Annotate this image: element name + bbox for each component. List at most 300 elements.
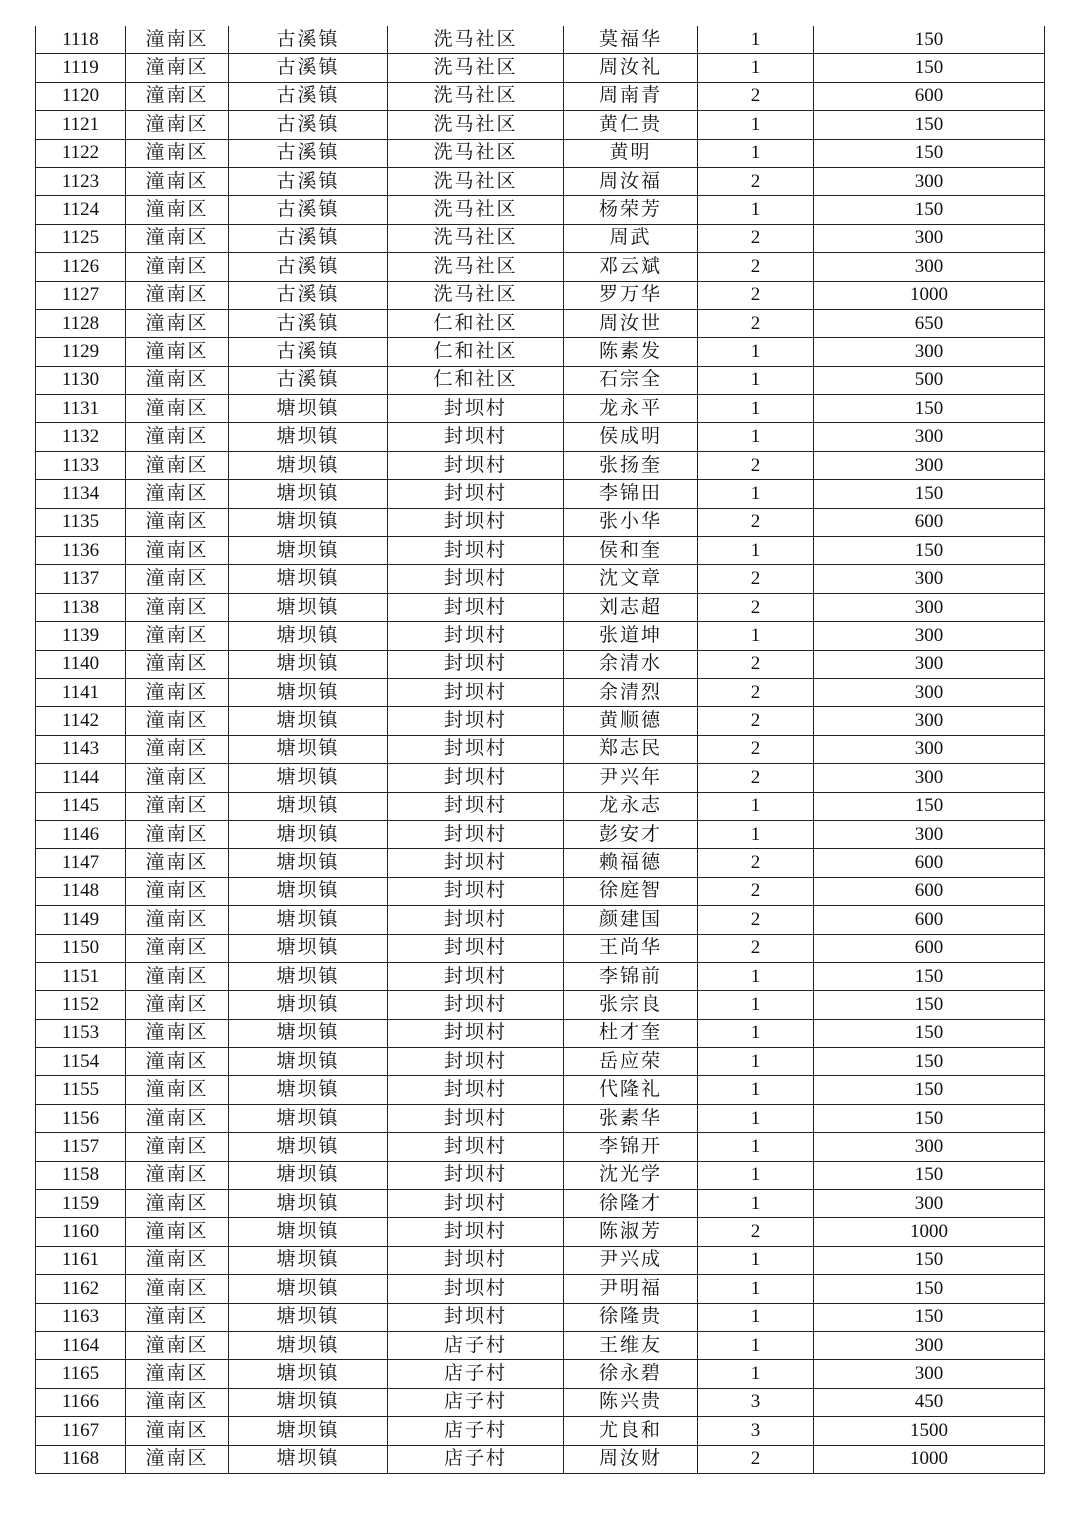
name-cell: 龙永志: [564, 792, 698, 820]
table-row: [36, 395, 1045, 423]
count-cell: 1: [698, 1019, 814, 1047]
village-cell: 封坝村: [388, 593, 564, 621]
amount-cell: 450: [814, 1388, 1045, 1416]
table-row: [36, 1133, 1045, 1161]
count-cell: 1: [698, 820, 814, 848]
village-cell: 洗马社区: [388, 196, 564, 224]
village-cell: 封坝村: [388, 395, 564, 423]
amount-cell: 300: [814, 593, 1045, 621]
table-row: [36, 1019, 1045, 1047]
name-cell: 侯成明: [564, 423, 698, 451]
name-cell: 张素华: [564, 1104, 698, 1132]
district-cell: 潼南区: [126, 1445, 229, 1473]
name-cell: 周武: [564, 224, 698, 252]
district-cell: 潼南区: [126, 934, 229, 962]
table-row: [36, 792, 1045, 820]
town-cell: 古溪镇: [229, 139, 388, 167]
table-row: [36, 1388, 1045, 1416]
village-cell: 店子村: [388, 1445, 564, 1473]
count-cell: 1: [698, 962, 814, 990]
district-cell: 潼南区: [126, 1417, 229, 1445]
name-cell: 黄顺德: [564, 707, 698, 735]
town-cell: 古溪镇: [229, 309, 388, 337]
village-cell: 仁和社区: [388, 309, 564, 337]
village-cell: 封坝村: [388, 537, 564, 565]
district-cell: 潼南区: [126, 1133, 229, 1161]
district-cell: 潼南区: [126, 1048, 229, 1076]
village-cell: 封坝村: [388, 849, 564, 877]
roster-table: [35, 26, 1045, 1474]
table-row: [36, 139, 1045, 167]
name-cell: 杨荣芳: [564, 196, 698, 224]
amount-cell: 1500: [814, 1417, 1045, 1445]
town-cell: 塘坝镇: [229, 622, 388, 650]
count-cell: 1: [698, 1360, 814, 1388]
table-row: [36, 622, 1045, 650]
town-cell: 塘坝镇: [229, 423, 388, 451]
village-cell: 封坝村: [388, 451, 564, 479]
village-cell: 封坝村: [388, 1076, 564, 1104]
name-cell: 彭安才: [564, 820, 698, 848]
amount-cell: 300: [814, 1190, 1045, 1218]
count-cell: 2: [698, 309, 814, 337]
name-cell: 赖福德: [564, 849, 698, 877]
name-cell: 王维友: [564, 1331, 698, 1359]
village-cell: 洗马社区: [388, 139, 564, 167]
count-cell: 2: [698, 934, 814, 962]
row-number-cell: 1145: [36, 792, 126, 820]
count-cell: 2: [698, 678, 814, 706]
amount-cell: 300: [814, 650, 1045, 678]
count-cell: 1: [698, 1190, 814, 1218]
name-cell: 陈素发: [564, 338, 698, 366]
row-number-cell: 1124: [36, 196, 126, 224]
count-cell: 2: [698, 906, 814, 934]
village-cell: 仁和社区: [388, 366, 564, 394]
name-cell: 张宗良: [564, 991, 698, 1019]
name-cell: 张道坤: [564, 622, 698, 650]
town-cell: 塘坝镇: [229, 792, 388, 820]
town-cell: 塘坝镇: [229, 1019, 388, 1047]
name-cell: 徐隆才: [564, 1190, 698, 1218]
row-number-cell: 1125: [36, 224, 126, 252]
district-cell: 潼南区: [126, 167, 229, 195]
row-number-cell: 1131: [36, 395, 126, 423]
name-cell: 徐隆贵: [564, 1303, 698, 1331]
row-number-cell: 1139: [36, 622, 126, 650]
count-cell: 3: [698, 1388, 814, 1416]
count-cell: 2: [698, 1445, 814, 1473]
count-cell: 2: [698, 508, 814, 536]
town-cell: 塘坝镇: [229, 593, 388, 621]
district-cell: 潼南区: [126, 309, 229, 337]
district-cell: 潼南区: [126, 139, 229, 167]
town-cell: 塘坝镇: [229, 1161, 388, 1189]
row-number-cell: 1128: [36, 309, 126, 337]
count-cell: 2: [698, 565, 814, 593]
count-cell: 1: [698, 196, 814, 224]
amount-cell: 600: [814, 906, 1045, 934]
name-cell: 莫福华: [564, 26, 698, 54]
village-cell: 洗马社区: [388, 111, 564, 139]
town-cell: 塘坝镇: [229, 1076, 388, 1104]
town-cell: 塘坝镇: [229, 508, 388, 536]
name-cell: 周汝世: [564, 309, 698, 337]
town-cell: 塘坝镇: [229, 1360, 388, 1388]
table-row: [36, 962, 1045, 990]
village-cell: 封坝村: [388, 1133, 564, 1161]
district-cell: 潼南区: [126, 537, 229, 565]
table-row: [36, 1048, 1045, 1076]
village-cell: 封坝村: [388, 906, 564, 934]
table-row: [36, 1218, 1045, 1246]
district-cell: 潼南区: [126, 991, 229, 1019]
village-cell: 封坝村: [388, 820, 564, 848]
table-row: [36, 224, 1045, 252]
table-row: [36, 1076, 1045, 1104]
village-cell: 洗马社区: [388, 253, 564, 281]
row-number-cell: 1146: [36, 820, 126, 848]
village-cell: 封坝村: [388, 1303, 564, 1331]
amount-cell: 300: [814, 678, 1045, 706]
village-cell: 封坝村: [388, 735, 564, 763]
village-cell: 封坝村: [388, 1246, 564, 1274]
town-cell: 古溪镇: [229, 253, 388, 281]
name-cell: 张扬奎: [564, 451, 698, 479]
count-cell: 2: [698, 1218, 814, 1246]
count-cell: 1: [698, 480, 814, 508]
district-cell: 潼南区: [126, 792, 229, 820]
count-cell: 1: [698, 622, 814, 650]
name-cell: 颜建国: [564, 906, 698, 934]
table-row: [36, 1360, 1045, 1388]
row-number-cell: 1118: [36, 26, 126, 54]
town-cell: 古溪镇: [229, 82, 388, 110]
name-cell: 余清水: [564, 650, 698, 678]
name-cell: 周南青: [564, 82, 698, 110]
count-cell: 1: [698, 395, 814, 423]
amount-cell: 300: [814, 565, 1045, 593]
table-row: [36, 537, 1045, 565]
row-number-cell: 1149: [36, 906, 126, 934]
table-row: [36, 1445, 1045, 1473]
count-cell: 1: [698, 111, 814, 139]
name-cell: 陈淑芳: [564, 1218, 698, 1246]
town-cell: 塘坝镇: [229, 877, 388, 905]
row-number-cell: 1126: [36, 253, 126, 281]
row-number-cell: 1144: [36, 764, 126, 792]
town-cell: 塘坝镇: [229, 906, 388, 934]
town-cell: 古溪镇: [229, 224, 388, 252]
amount-cell: 300: [814, 1133, 1045, 1161]
district-cell: 潼南区: [126, 962, 229, 990]
count-cell: 1: [698, 1048, 814, 1076]
district-cell: 潼南区: [126, 224, 229, 252]
district-cell: 潼南区: [126, 849, 229, 877]
amount-cell: 600: [814, 508, 1045, 536]
count-cell: 1: [698, 1104, 814, 1132]
count-cell: 2: [698, 451, 814, 479]
amount-cell: 150: [814, 1048, 1045, 1076]
district-cell: 潼南区: [126, 764, 229, 792]
name-cell: 尹兴年: [564, 764, 698, 792]
district-cell: 潼南区: [126, 253, 229, 281]
district-cell: 潼南区: [126, 1331, 229, 1359]
table-row: [36, 877, 1045, 905]
count-cell: 2: [698, 707, 814, 735]
table-row: [36, 338, 1045, 366]
town-cell: 塘坝镇: [229, 707, 388, 735]
row-number-cell: 1119: [36, 54, 126, 82]
count-cell: 1: [698, 54, 814, 82]
town-cell: 塘坝镇: [229, 1218, 388, 1246]
row-number-cell: 1150: [36, 934, 126, 962]
town-cell: 塘坝镇: [229, 1275, 388, 1303]
village-cell: 封坝村: [388, 877, 564, 905]
district-cell: 潼南区: [126, 82, 229, 110]
town-cell: 塘坝镇: [229, 1303, 388, 1331]
town-cell: 塘坝镇: [229, 1331, 388, 1359]
village-cell: 封坝村: [388, 678, 564, 706]
district-cell: 潼南区: [126, 906, 229, 934]
count-cell: 1: [698, 1331, 814, 1359]
name-cell: 李锦田: [564, 480, 698, 508]
village-cell: 洗马社区: [388, 26, 564, 54]
amount-cell: 300: [814, 764, 1045, 792]
count-cell: 1: [698, 26, 814, 54]
town-cell: 古溪镇: [229, 26, 388, 54]
count-cell: 1: [698, 1076, 814, 1104]
table-row: [36, 1331, 1045, 1359]
amount-cell: 600: [814, 877, 1045, 905]
village-cell: 洗马社区: [388, 167, 564, 195]
town-cell: 塘坝镇: [229, 1388, 388, 1416]
row-number-cell: 1135: [36, 508, 126, 536]
village-cell: 仁和社区: [388, 338, 564, 366]
table-row: [36, 1190, 1045, 1218]
amount-cell: 150: [814, 54, 1045, 82]
row-number-cell: 1121: [36, 111, 126, 139]
amount-cell: 600: [814, 849, 1045, 877]
village-cell: 洗马社区: [388, 54, 564, 82]
row-number-cell: 1133: [36, 451, 126, 479]
town-cell: 塘坝镇: [229, 1048, 388, 1076]
row-number-cell: 1163: [36, 1303, 126, 1331]
town-cell: 古溪镇: [229, 196, 388, 224]
amount-cell: 300: [814, 224, 1045, 252]
town-cell: 塘坝镇: [229, 480, 388, 508]
count-cell: 1: [698, 1275, 814, 1303]
row-number-cell: 1147: [36, 849, 126, 877]
village-cell: 店子村: [388, 1360, 564, 1388]
row-number-cell: 1122: [36, 139, 126, 167]
district-cell: 潼南区: [126, 877, 229, 905]
village-cell: 封坝村: [388, 962, 564, 990]
table-row: [36, 1104, 1045, 1132]
district-cell: 潼南区: [126, 451, 229, 479]
town-cell: 塘坝镇: [229, 1190, 388, 1218]
amount-cell: 1000: [814, 281, 1045, 309]
district-cell: 潼南区: [126, 196, 229, 224]
amount-cell: 300: [814, 167, 1045, 195]
village-cell: 封坝村: [388, 934, 564, 962]
name-cell: 王尚华: [564, 934, 698, 962]
district-cell: 潼南区: [126, 338, 229, 366]
row-number-cell: 1129: [36, 338, 126, 366]
village-cell: 封坝村: [388, 707, 564, 735]
row-number-cell: 1120: [36, 82, 126, 110]
table-row: [36, 849, 1045, 877]
town-cell: 塘坝镇: [229, 735, 388, 763]
town-cell: 古溪镇: [229, 111, 388, 139]
amount-cell: 600: [814, 934, 1045, 962]
name-cell: 郑志民: [564, 735, 698, 763]
count-cell: 1: [698, 1161, 814, 1189]
row-number-cell: 1161: [36, 1246, 126, 1274]
village-cell: 封坝村: [388, 1218, 564, 1246]
district-cell: 潼南区: [126, 26, 229, 54]
amount-cell: 150: [814, 1161, 1045, 1189]
table-row: [36, 906, 1045, 934]
name-cell: 尹兴成: [564, 1246, 698, 1274]
amount-cell: 150: [814, 792, 1045, 820]
town-cell: 塘坝镇: [229, 991, 388, 1019]
village-cell: 洗马社区: [388, 281, 564, 309]
count-cell: 1: [698, 1246, 814, 1274]
count-cell: 2: [698, 253, 814, 281]
count-cell: 1: [698, 366, 814, 394]
town-cell: 塘坝镇: [229, 565, 388, 593]
table-row: [36, 111, 1045, 139]
amount-cell: 300: [814, 451, 1045, 479]
village-cell: 洗马社区: [388, 82, 564, 110]
table-row: [36, 678, 1045, 706]
town-cell: 古溪镇: [229, 338, 388, 366]
town-cell: 塘坝镇: [229, 820, 388, 848]
amount-cell: 300: [814, 423, 1045, 451]
table-row: [36, 82, 1045, 110]
district-cell: 潼南区: [126, 707, 229, 735]
district-cell: 潼南区: [126, 1019, 229, 1047]
row-number-cell: 1158: [36, 1161, 126, 1189]
table-row: [36, 593, 1045, 621]
count-cell: 2: [698, 281, 814, 309]
village-cell: 店子村: [388, 1331, 564, 1359]
district-cell: 潼南区: [126, 54, 229, 82]
amount-cell: 300: [814, 1331, 1045, 1359]
name-cell: 周汝财: [564, 1445, 698, 1473]
table-row: [36, 508, 1045, 536]
district-cell: 潼南区: [126, 1076, 229, 1104]
district-cell: 潼南区: [126, 1388, 229, 1416]
village-cell: 封坝村: [388, 1275, 564, 1303]
count-cell: 1: [698, 537, 814, 565]
town-cell: 塘坝镇: [229, 962, 388, 990]
row-number-cell: 1132: [36, 423, 126, 451]
table-row: [36, 1161, 1045, 1189]
district-cell: 潼南区: [126, 281, 229, 309]
row-number-cell: 1127: [36, 281, 126, 309]
row-number-cell: 1141: [36, 678, 126, 706]
row-number-cell: 1165: [36, 1360, 126, 1388]
name-cell: 邓云斌: [564, 253, 698, 281]
name-cell: 石宗全: [564, 366, 698, 394]
amount-cell: 650: [814, 309, 1045, 337]
village-cell: 封坝村: [388, 480, 564, 508]
row-number-cell: 1134: [36, 480, 126, 508]
amount-cell: 150: [814, 1275, 1045, 1303]
table-row: [36, 1275, 1045, 1303]
district-cell: 潼南区: [126, 1161, 229, 1189]
table-row: [36, 1303, 1045, 1331]
village-cell: 封坝村: [388, 508, 564, 536]
amount-cell: 150: [814, 1246, 1045, 1274]
amount-cell: 150: [814, 480, 1045, 508]
table-row: [36, 650, 1045, 678]
name-cell: 侯和奎: [564, 537, 698, 565]
count-cell: 2: [698, 650, 814, 678]
district-cell: 潼南区: [126, 593, 229, 621]
district-cell: 潼南区: [126, 622, 229, 650]
table-row: [36, 281, 1045, 309]
village-cell: 封坝村: [388, 1161, 564, 1189]
name-cell: 岳应荣: [564, 1048, 698, 1076]
village-cell: 封坝村: [388, 1104, 564, 1132]
row-number-cell: 1160: [36, 1218, 126, 1246]
village-cell: 封坝村: [388, 764, 564, 792]
name-cell: 沈光学: [564, 1161, 698, 1189]
town-cell: 古溪镇: [229, 366, 388, 394]
amount-cell: 150: [814, 395, 1045, 423]
table-row: [36, 423, 1045, 451]
town-cell: 塘坝镇: [229, 1417, 388, 1445]
village-cell: 店子村: [388, 1388, 564, 1416]
town-cell: 古溪镇: [229, 281, 388, 309]
district-cell: 潼南区: [126, 820, 229, 848]
table-row: [36, 764, 1045, 792]
amount-cell: 300: [814, 707, 1045, 735]
table-row: [36, 480, 1045, 508]
roster-body: [36, 26, 1045, 1473]
table-row: [36, 934, 1045, 962]
name-cell: 李锦开: [564, 1133, 698, 1161]
amount-cell: 150: [814, 196, 1045, 224]
town-cell: 塘坝镇: [229, 678, 388, 706]
amount-cell: 150: [814, 1104, 1045, 1132]
town-cell: 古溪镇: [229, 54, 388, 82]
name-cell: 尤良和: [564, 1417, 698, 1445]
amount-cell: 300: [814, 338, 1045, 366]
amount-cell: 300: [814, 735, 1045, 763]
name-cell: 徐庭智: [564, 877, 698, 905]
name-cell: 陈兴贵: [564, 1388, 698, 1416]
district-cell: 潼南区: [126, 1275, 229, 1303]
name-cell: 龙永平: [564, 395, 698, 423]
district-cell: 潼南区: [126, 508, 229, 536]
name-cell: 刘志超: [564, 593, 698, 621]
amount-cell: 300: [814, 622, 1045, 650]
name-cell: 沈文章: [564, 565, 698, 593]
count-cell: 1: [698, 338, 814, 366]
amount-cell: 150: [814, 139, 1045, 167]
row-number-cell: 1157: [36, 1133, 126, 1161]
village-cell: 封坝村: [388, 650, 564, 678]
name-cell: 代隆礼: [564, 1076, 698, 1104]
row-number-cell: 1151: [36, 962, 126, 990]
amount-cell: 500: [814, 366, 1045, 394]
row-number-cell: 1143: [36, 735, 126, 763]
row-number-cell: 1162: [36, 1275, 126, 1303]
